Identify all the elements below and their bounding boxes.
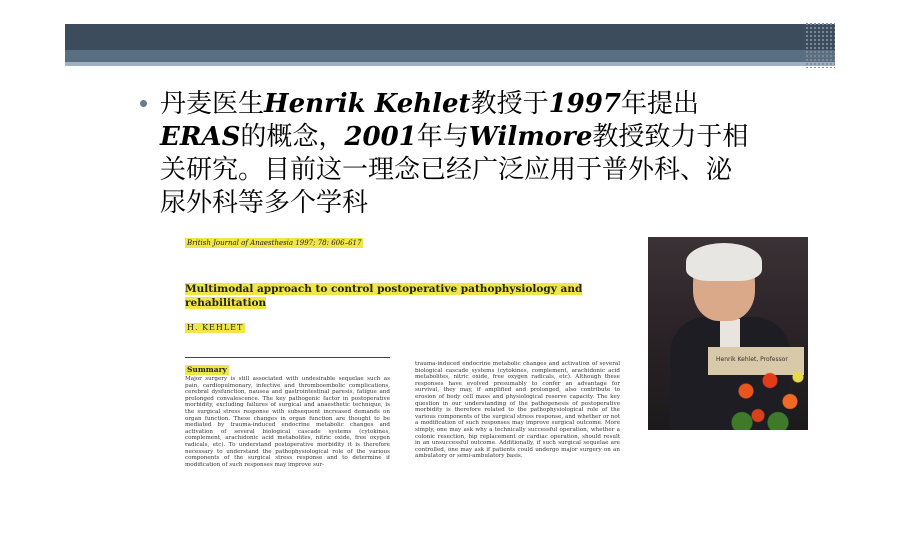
bullet-latin-segment: 2001 xyxy=(344,122,417,152)
header-banner xyxy=(65,24,835,50)
bullet-text xyxy=(160,88,750,220)
bullet-latin-segment: ERAS xyxy=(160,122,241,152)
article-body-text: trauma-induced endocrine metabolic changes and activation of several biological cascade systems (cytokines, complement, arachidonic acid metabolites, nitric oxide, free oxygen radicals, etc). Although these responses have evolved presumably to confer an advantage for survival, they may, if amplified and prolonged, also contribute to erosion of body cell mass and physiological reserve capacity. The key question in our understanding of the pathogenesis of postoperative morbidity is therefore related to the pathophysiological role of the various components of the surgical stress response, and whether or not a modification of such responses may improve surgical outcome. More simply, one may ask why a technically successful operation, whether a colonic resection, hip replacement or cardiac operation, should result in an unsuccessful outcome. Additionally, if such surgical sequelae are controlled, one may ask if patients could undergo major surgery on an ambulatory or semi-ambulatory basis. xyxy=(415,361,620,460)
summary-divider xyxy=(185,357,390,358)
bullet-latin-segment: 1997 xyxy=(548,89,621,119)
dot-pattern-decoration xyxy=(805,22,835,68)
header-banner-accent xyxy=(65,62,835,66)
header-banner-strip xyxy=(65,50,835,62)
bullet-text-segment: 年与 xyxy=(416,122,469,152)
bullet-text-segment: 教授于 xyxy=(470,89,549,119)
photo-speaker-hair xyxy=(686,243,762,281)
speaker-photo xyxy=(648,237,808,430)
bullet-latin-segment: Henrik Kehlet xyxy=(264,89,471,119)
article-author: H. KEHLET xyxy=(187,323,244,332)
bullet-icon xyxy=(140,100,147,107)
summary-heading: Summary xyxy=(187,365,227,374)
article-title: Multimodal approach to control postoperative pathophysiology and rehabilitation xyxy=(185,283,583,309)
podium-label: Henrik Kehlet, Professor xyxy=(716,356,788,363)
article-scan xyxy=(185,238,625,513)
bullet-text-segment: 教授致力于相关研究。目前这一理念已经广泛应用于普外科、泌尿外科等多个学科 xyxy=(160,122,749,218)
summary-text: Major surgery is still associated with undesirable sequelae such as pain, cardiopulmonary, infective and thromboembolic complications, cerebral dysfunction, nausea and gastrointestinal paresis, fatigue and prolonged convalescence. The key pathogenic factor in postoperative morbidity, excluding failures of surgical and anaesthetic technique, is the surgical stress response with subsequent increased demands on organ function. These changes in organ function are thought to be mediated by trauma-induced endocrine metabolic changes and activation of several biological cascade systems (cytokines, complement, arachidonic acid metabolites, nitric oxide, free oxygen radicals, etc). To understand postoperative morbidity it is therefore necessary to understand the pathophysiological role of the various components of the surgical stress response and to determine if modification of such responses may improve sur- xyxy=(185,376,390,468)
photo-speaker-shirt xyxy=(720,319,740,349)
article-journal: British Journal of Anaesthesia 1997; 78: 606–617 xyxy=(187,239,362,247)
bullet-latin-segment: Wilmore xyxy=(468,122,593,152)
photo-flowers xyxy=(730,363,808,430)
bullet-text-segment: 的概念， xyxy=(240,122,345,152)
bullet-text-segment: 丹麦医生 xyxy=(160,89,265,119)
bullet-text-segment: 年提出 xyxy=(620,89,699,119)
